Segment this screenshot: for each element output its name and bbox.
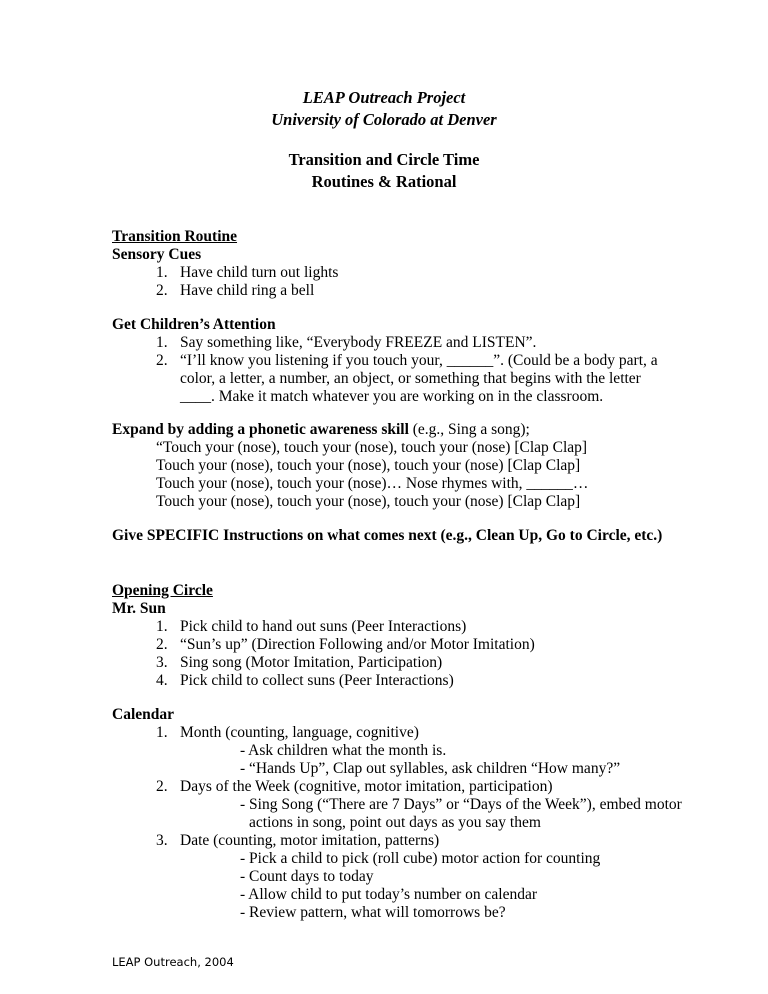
university-name: University of Colorado at Denver [271,110,497,129]
expand-line [112,420,530,440]
item-text: “I’ll know you listening if you touch your, ______”. (Could be a body part, a [180,352,658,369]
list-item [156,635,535,655]
document-subtitle: Routines & Rational [311,172,457,191]
item-number: 2. [156,778,168,795]
item-text: Pick child to hand out suns (Peer Interactions) [180,618,467,635]
list-item [156,281,314,301]
item-number: 3. [156,832,168,849]
list-item [156,333,536,353]
item-text: Month (counting, language, cognitive) [180,724,419,741]
sub-item: - Allow child to put today’s number on calendar [240,886,538,903]
item-text: Say something like, “Everybody FREEZE and LISTEN”. [180,334,537,351]
list-item [156,831,439,851]
item-number: 1. [156,264,168,281]
item-number: 3. [156,654,168,671]
list-item-continuation: ____. Make it match whatever you are working on in the classroom. [180,388,604,405]
list-item [156,263,338,283]
list-item [156,671,454,691]
item-number: 1. [156,724,168,741]
sub-item: - Sing Song (“There are 7 Days” or “Days of the Week”), embed motor [240,796,682,813]
song-line: Touch your (nose), touch your (nose), touch your (nose) [Clap Clap] [156,457,581,474]
item-text: Sing song (Motor Imitation, Participation) [180,654,443,671]
opening-circle-heading: Opening Circle [112,582,213,599]
attention-heading: Get Children’s Attention [112,316,276,333]
item-text: Date (counting, motor imitation, patterns) [180,832,440,849]
expand-rest-text: (e.g., Sing a song); [408,421,530,438]
list-item [156,351,658,371]
sub-item: - Ask children what the month is. [240,742,447,759]
mr-sun-heading: Mr. Sun [112,600,166,617]
item-text: Have child turn out lights [180,264,339,281]
item-number: 1. [156,334,168,351]
list-item [156,723,419,743]
sub-item: - Count days to today [240,868,374,885]
document-title: Transition and Circle Time [288,150,480,169]
sub-item-continuation: actions in song, point out days as you say them [249,814,541,831]
item-number: 1. [156,618,168,635]
item-text: Have child ring a bell [180,282,315,299]
item-text: Days of the Week (cognitive, motor imitation, participation) [180,778,553,795]
specific-instructions: Give SPECIFIC Instructions on what comes next (e.g., Clean Up, Go to Circle, etc.) [112,527,663,544]
project-name: LEAP Outreach Project [302,88,466,107]
list-item [156,653,442,673]
sub-item: - Review pattern, what will tomorrows be? [240,904,506,921]
sub-item: - Pick a child to pick (roll cube) motor action for counting [240,850,601,867]
item-number: 2. [156,282,168,299]
sub-item: - “Hands Up”, Clap out syllables, ask children “How many?” [240,760,621,777]
expand-bold-text: Expand by adding a phonetic awareness skill [112,421,409,438]
page-footer: LEAP Outreach, 2004 [112,955,234,969]
song-line: Touch your (nose), touch your (nose)… Nose rhymes with, ______… [156,475,589,492]
list-item-continuation: color, a letter, a number, an object, or something that begins with the letter [180,370,641,387]
calendar-heading: Calendar [112,706,174,723]
item-text: Pick child to collect suns (Peer Interactions) [180,672,454,689]
song-line: Touch your (nose), touch your (nose), touch your (nose) [Clap Clap] [156,493,581,510]
transition-routine-heading: Transition Routine [112,228,238,245]
item-text: “Sun’s up” (Direction Following and/or Motor Imitation) [180,636,535,653]
sensory-cues-heading: Sensory Cues [112,246,202,263]
song-line: “Touch your (nose), touch your (nose), touch your (nose) [Clap Clap] [156,439,588,456]
list-item [156,617,466,637]
item-number: 4. [156,672,168,689]
item-number: 2. [156,636,168,653]
list-item [156,777,553,797]
item-number: 2. [156,352,168,369]
